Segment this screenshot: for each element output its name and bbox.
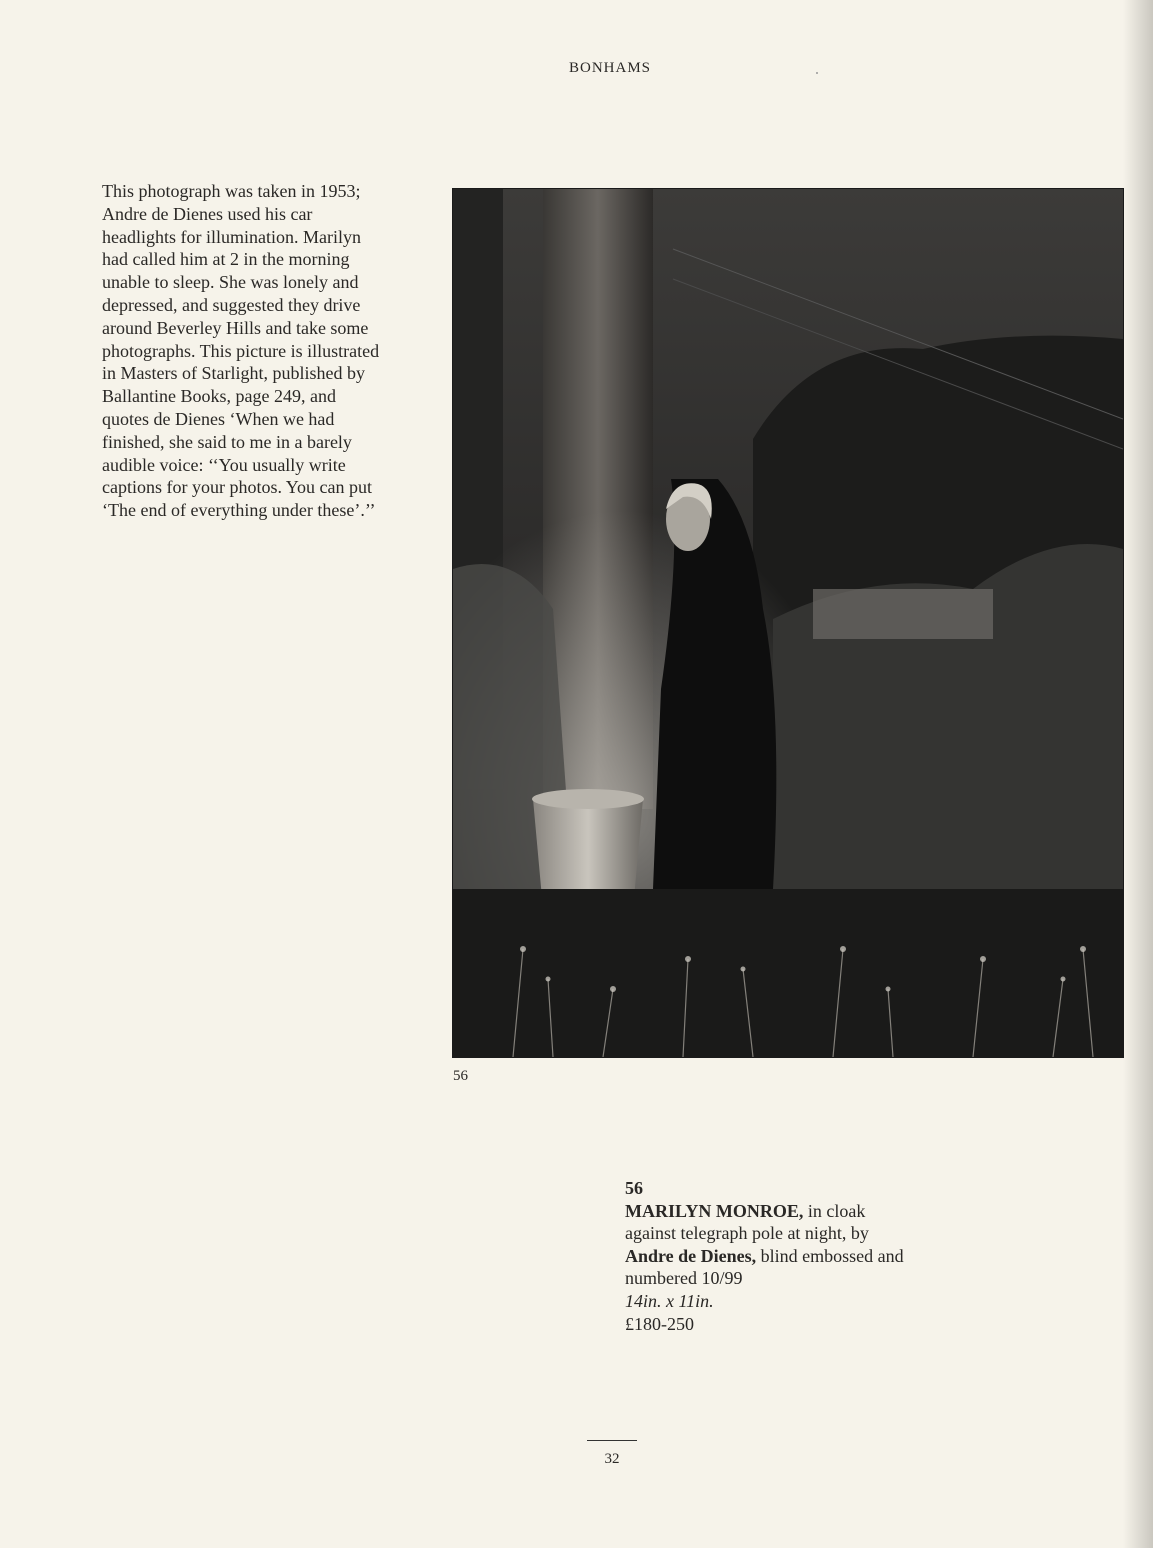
lot-photographer-rest: blind embossed and (756, 1245, 904, 1266)
intro-line: Ballantine Books, page 249, and (102, 386, 336, 407)
lot-dimensions: 14in. x 11in. (625, 1290, 714, 1311)
lot-photograph (452, 188, 1124, 1058)
intro-line: unable to sleep. She was lonely and (102, 272, 359, 293)
intro-line: audible voice: ‘‘You usually write (102, 454, 346, 475)
intro-line: ‘The end of everything under these’.’’ (102, 500, 376, 521)
lot-number: 56 (625, 1178, 643, 1198)
lot-description-line: against telegraph pole at night, by (625, 1223, 869, 1244)
intro-line: had called him at 2 in the morning (102, 249, 350, 270)
speck (816, 72, 818, 74)
lot-edition: numbered 10/99 (625, 1268, 743, 1289)
lot-subject: MARILYN MONROE, (625, 1200, 804, 1221)
night-garden-scene (453, 189, 1123, 1057)
intro-line: This photograph was taken in 1953; (102, 181, 361, 201)
lot-photographer: Andre de Dienes, (625, 1245, 757, 1266)
lot-title-rest: in cloak (803, 1200, 866, 1221)
footer-rule (587, 1440, 637, 1441)
intro-line: depressed, and suggested they drive (102, 294, 361, 315)
lot-description (625, 1177, 965, 1335)
intro-line: photographs. This picture is illustrated (102, 340, 380, 361)
lot-photographer-line (625, 1245, 965, 1268)
page-header: BONHAMS (568, 60, 651, 76)
intro-line: quotes de Dienes ‘When we had (102, 408, 335, 429)
intro-line: headlights for illumination. Marilyn (102, 226, 361, 247)
intro-line: captions for your photos. You can put (102, 477, 372, 498)
intro-line: Andre de Dienes used his car (102, 203, 313, 224)
photo-lot-label: 56 (453, 1068, 468, 1084)
intro-line: around Beverley Hills and take some (102, 317, 369, 338)
page-number: 32 (604, 1451, 620, 1467)
intro-paragraph (102, 180, 432, 522)
lot-estimate: £180-250 (625, 1313, 694, 1334)
intro-line: finished, she said to me in a barely (102, 431, 352, 452)
page-edge-shadow (1123, 0, 1153, 1548)
intro-line: in Masters of Starlight, published by (102, 363, 365, 384)
lot-title-line (625, 1200, 965, 1223)
